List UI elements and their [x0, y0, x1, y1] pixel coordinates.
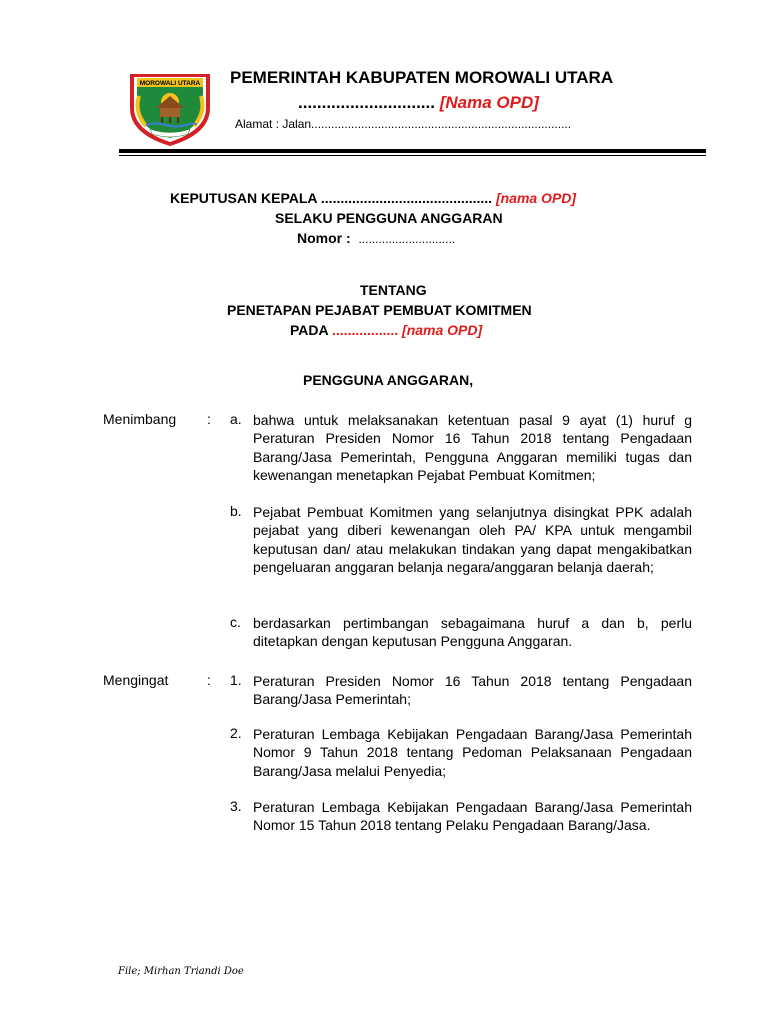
- decree-on-placeholder: [nama OPD]: [402, 322, 483, 338]
- government-name: PEMERINTAH KABUPATEN MOROWALI UTARA: [230, 68, 614, 87]
- decree-on-dots: .................: [332, 322, 399, 338]
- recalling-marker-1: 1.: [230, 672, 242, 688]
- decree-subject: PENETAPAN PEJABAT PEMBUAT KOMITMEN: [227, 302, 532, 318]
- opd-name-line: [298, 93, 539, 113]
- considering-label: Menimbang: [103, 411, 177, 427]
- recalling-item-1: Peraturan Presiden Nomor 16 Tahun 2018 tentang Pengadaan Barang/Jasa Pemerintah;: [253, 673, 692, 708]
- considering-marker-c: c.: [230, 614, 241, 630]
- decree-on-line: [290, 322, 482, 338]
- decree-about: TENTANG: [360, 282, 427, 298]
- logo-banner-text: MOROWALI UTARA: [139, 80, 201, 87]
- decree-title-prefix: KEPUTUSAN KEPALA ............................................: [170, 190, 493, 206]
- considering-item-b: Pejabat Pembuat Komitmen yang selanjutnya disingkat PPK adalah pejabat yang diberi kewenangan oleh PA/ KPA untuk mengambil keputusan dan/ atau melakukan tindakan yang dapat mengakibatkan pengeluaran anggaran belanja negara/anggaran belanja daerah;: [253, 504, 692, 575]
- opd-dots: .............................: [298, 93, 435, 112]
- recalling-colon: :: [207, 672, 211, 688]
- recalling-label: Mengingat: [103, 672, 169, 688]
- decree-title-line1: [170, 190, 576, 206]
- address-line: Alamat : Jalan..............................................................................: [235, 117, 572, 131]
- regency-emblem-logo: [126, 68, 214, 148]
- decree-on-prefix: PADA: [290, 322, 329, 338]
- file-note: File; Mirhan Triandi Doe: [118, 966, 244, 977]
- opd-placeholder: [Nama OPD]: [439, 93, 539, 112]
- considering-marker-a: a.: [230, 411, 242, 427]
- decree-number-label: Nomor :: [297, 230, 351, 246]
- considering-marker-b: b.: [230, 503, 242, 519]
- recalling-marker-3: 3.: [230, 798, 242, 814]
- letterhead-rule-thin: [119, 155, 706, 156]
- decree-issuer: PENGGUNA ANGGARAN,: [303, 372, 474, 388]
- decree-title-line2: SELAKU PENGGUNA ANGGARAN: [275, 210, 503, 226]
- decree-number: [297, 230, 455, 246]
- considering-item-c: berdasarkan pertimbangan sebagaimana huruf a dan b, perlu ditetapkan dengan keputusan Pengguna Anggaran.: [253, 615, 692, 650]
- recalling-item-2: Peraturan Lembaga Kebijakan Pengadaan Barang/Jasa Pemerintah Nomor 9 Tahun 2018 tentang Pedoman Pelaksanaan Pengadaan Barang/Jasa melalui Penyedia;: [253, 726, 692, 779]
- letterhead-rule-thick: [119, 149, 706, 153]
- considering-item-a: bahwa untuk melaksanakan ketentuan pasal 9 ayat (1) huruf g Peraturan Presiden Nomor 16 Tahun 2018 tentang Pengadaan Barang/Jasa Pemerintah, Pengguna Anggaran memiliki tugas dan kewenangan menetapkan Pejabat Pembuat Komitmen;: [253, 412, 692, 483]
- recalling-item-3: Peraturan Lembaga Kebijakan Pengadaan Barang/Jasa Pemerintah Nomor 15 Tahun 2018 tentang Pelaku Pengadaan Barang/Jasa.: [253, 799, 692, 834]
- decree-number-value: .............................: [358, 232, 456, 246]
- considering-colon: :: [207, 411, 211, 427]
- decree-title-placeholder: [nama OPD]: [495, 190, 577, 206]
- recalling-marker-2: 2.: [230, 725, 242, 741]
